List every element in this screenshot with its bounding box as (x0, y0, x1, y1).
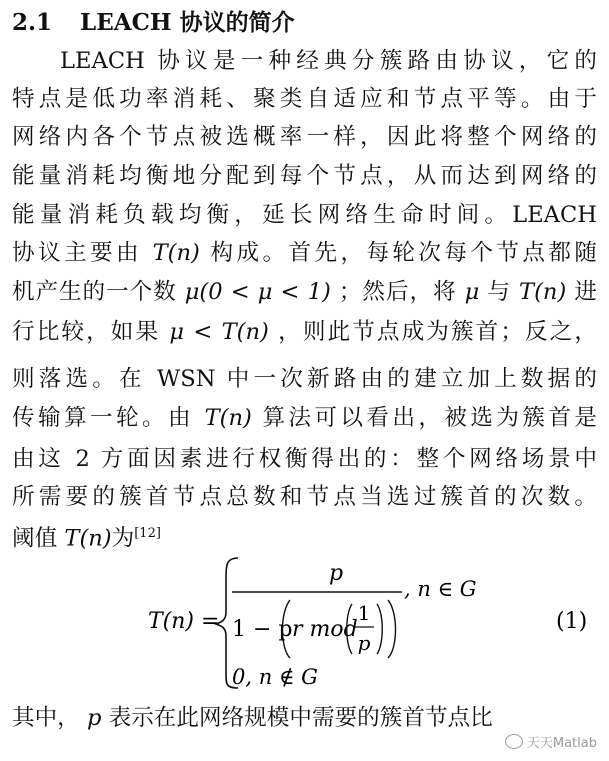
text-run: 行比较，如果 (12, 319, 161, 345)
section-number: 2.1 (12, 9, 53, 36)
paragraph-line: 能量消耗均衡地分配到每个节点，从而达到网络的 (12, 163, 597, 189)
math-inline: μ (464, 279, 480, 305)
text-run: 表示在此网络规模中需要的簇首节点比 (108, 705, 493, 731)
text-run: ，则此节点成为簇首；反之， (278, 319, 597, 345)
watermark (505, 732, 597, 751)
formula-denominator: 1 − p (232, 617, 293, 642)
formula-numerator: p (328, 561, 344, 586)
text-run: 与 (487, 279, 511, 305)
formula-lhs: T(n) = (148, 609, 220, 634)
math-inline: T(n) (152, 240, 200, 266)
text-run: 机产生的一个数 (12, 279, 177, 305)
threshold-formula (0, 552, 609, 692)
text-run: 为 (111, 525, 135, 552)
text-run: 其中， (12, 705, 80, 731)
formula-rmod: r mod (292, 617, 358, 642)
text-run: ；然后，将 (338, 279, 457, 305)
math-inline: μ < T(n) (169, 319, 269, 345)
paragraph-line: 特点是低功率消耗、聚类自适应和节点平等。由于 (12, 86, 597, 112)
citation-ref: [12] (134, 526, 161, 541)
paragraph-line (12, 515, 597, 553)
watermark-text: 天天Matlab (526, 736, 597, 751)
paragraph-line: 所需要的簇首节点总数和节点当选过簇首的次数。 (12, 484, 597, 510)
right-paren (388, 600, 396, 658)
inner-right-paren (377, 604, 382, 654)
text-run: 算法可以看出，被选为簇首是 (262, 405, 598, 431)
wechat-icon (505, 734, 523, 749)
equation-number: (1) (556, 609, 588, 634)
paragraph-line: 网络内各个节点被选概率一样，因此将整个网络的 (12, 124, 597, 150)
paragraph-line (12, 313, 597, 351)
paragraph-line: 则落选。在 WSN 中一次新路由的建立加上数据的 (12, 366, 597, 392)
paragraph-line: 由这 2 方面因素进行权衡得出的：整个网络场景中 (12, 446, 597, 472)
math-inline: p (86, 705, 102, 731)
paragraph-line (12, 234, 597, 272)
paragraph-line (12, 273, 597, 311)
inner-frac-den: p (357, 631, 371, 655)
case1-condition: , n ∈ G (404, 577, 477, 601)
math-inline: T(n) (519, 279, 567, 305)
text-run: 协议主要由 (12, 240, 142, 266)
section-title: LEACH 协议的简介 (80, 9, 295, 36)
text-run: 阈值 (12, 525, 58, 552)
paragraph-line (12, 399, 597, 437)
paragraph-line: 能量消耗负载均衡，延长网络生命时间。LEACH (12, 202, 597, 228)
case2: 0, n ∉ G (232, 665, 318, 689)
paragraph-line: LEACH 协议是一种经典分簇路由协议，它的 (60, 48, 597, 74)
math-inline: T(n) (64, 525, 112, 552)
text-run: 构成。首先，每轮次每个节点都随 (210, 240, 598, 266)
text-run: 进 (574, 279, 598, 305)
math-inline: μ(0 < μ < 1) (184, 279, 331, 305)
inner-frac-num: 1 (357, 601, 371, 625)
text-run: 传输算一轮。由 (12, 405, 194, 431)
section-heading (12, 4, 295, 42)
math-inline: T(n) (204, 405, 252, 431)
